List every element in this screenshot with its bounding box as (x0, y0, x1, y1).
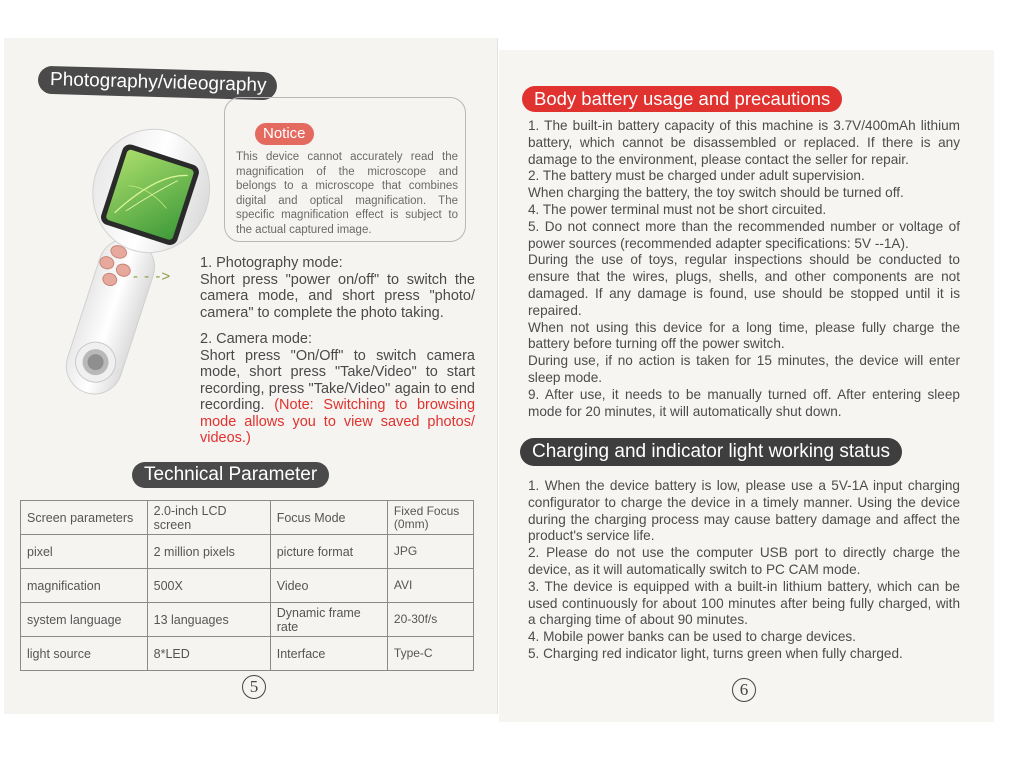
table-cell: light source (21, 637, 148, 671)
table-cell: picture format (270, 535, 387, 569)
paragraph: 2. Please do not use the computer USB port to directly charge the device, as it will automatically switch to PC CAM mode. (528, 545, 960, 577)
table-cell: 2.0-inch LCD screen (147, 501, 270, 535)
paragraph: During use, if no action is taken for 15 minutes, the device will enter sleep mode. (528, 353, 960, 385)
table-cell: Video (270, 569, 387, 603)
microscope-device-illustration (28, 128, 218, 408)
table-cell: Screen parameters (21, 501, 148, 535)
page-number-left (242, 675, 266, 699)
notice-text: This device cannot accurately read the magnification of the microscope and belongs to a microscope that combines digital and optical magnification. The specific magnification effect is subject to the actual captured image. (236, 151, 458, 236)
page-number-right-text: 6 (739, 680, 749, 699)
table-cell: Dynamic frame rate (270, 603, 387, 637)
section-title-technical (132, 462, 329, 488)
table-cell: magnification (21, 569, 148, 603)
table-cell: 2 million pixels (147, 535, 270, 569)
paragraph: 3. The device is equipped with a built-in lithium battery, which can be used continuously for about 100 minutes after being fully charged, with a charging time of about 90 minutes. (528, 578, 960, 628)
paragraph: 5. Do not connect more than the recommended number or voltage of power sources (recommended adapter specifications: 5V --1A). (528, 218, 960, 251)
paragraph: 4. The power terminal must not be short circuited. (528, 201, 827, 217)
table-cell: 20-30f/s (387, 603, 473, 637)
charging-status-text (528, 478, 960, 663)
paragraph: 5. Charging red indicator light, turns green when fully charged. (528, 645, 903, 661)
paragraph: 1. The built-in battery capacity of this machine is 3.7V/400mAh lithium battery, which cannot be disassembled or replaced. If there is any damage to the environment, please contact the seller for repair. (528, 118, 960, 167)
table-row (21, 603, 474, 637)
paragraph: During the use of toys, regular inspections should be conducted to ensure that the wires, plugs, shells, and other components are not damaged. If any damage is found, use should be stopped until it is repaired. (528, 252, 960, 318)
battery-title-text: Body battery usage and precautions (534, 88, 831, 109)
table-row (21, 501, 474, 535)
table-cell: 8*LED (147, 637, 270, 671)
technical-parameter-table (20, 500, 474, 671)
section-title-text: Photography/videography (49, 69, 267, 97)
camera-mode-note: (Note: Switching to browsing mode allows you to view saved photos/ videos.) (200, 397, 476, 446)
notice-label: Notice (263, 125, 306, 142)
photography-mode (200, 255, 475, 321)
camera-mode-text: Short press "On/Off" to switch camera mode, short press "Take/Video" to start recording, press "Take/Video" again to end recording. (200, 347, 475, 413)
table-cell: AVI (387, 569, 473, 603)
table-cell: 13 languages (147, 603, 270, 637)
table-row (21, 569, 474, 603)
charging-title-text: Charging and indicator light working status (532, 441, 891, 462)
table-row (21, 535, 474, 569)
table-cell: Interface (270, 637, 387, 671)
table-cell: pixel (21, 535, 148, 569)
table-cell: JPG (387, 535, 473, 569)
table-cell: system language (21, 603, 148, 637)
page-number-right (732, 678, 756, 702)
battery-precautions-text (528, 118, 960, 420)
table-cell: Type-C (387, 637, 473, 671)
table-cell: Focus Mode (270, 501, 387, 535)
dashed-arrow: - - -> (133, 268, 172, 285)
page-number-left-text: 5 (249, 677, 259, 696)
section-title-battery (522, 86, 842, 112)
table-cell: 500X (147, 569, 270, 603)
paragraph: When charging the battery, the toy switch should be turned off. (528, 185, 904, 201)
paragraph: 4. Mobile power banks can be used to charge devices. (528, 629, 856, 645)
table-cell: Fixed Focus (0mm) (387, 501, 473, 535)
paragraph: When not using this device for a long time, please fully charge the battery before turning off the power switch. (528, 319, 960, 352)
notice-badge (253, 121, 316, 147)
paragraph: 2. The battery must be charged under adult supervision. (528, 168, 865, 184)
camera-mode (200, 331, 475, 447)
paragraph: 1. When the device battery is low, please use a 5V-1A input charging configurator to charge the device in a timely manner. Using the device during the charging process may cause battery damage and affect the product's service life. (528, 478, 960, 544)
table-row (21, 637, 474, 671)
section-title-charging (520, 438, 902, 466)
technical-title-text: Technical Parameter (144, 464, 318, 485)
paragraph: 9. After use, it needs to be manually turned off. After entering sleep mode for 20 minutes, it will automatically shut down. (528, 386, 960, 419)
photography-mode-heading: 1. Photography mode: (200, 255, 343, 271)
camera-mode-heading: 2. Camera mode: (200, 331, 313, 347)
photography-mode-text: Short press "power on/off" to switch the camera mode, and short press "photo/ camera" to complete the photo taking. (200, 271, 475, 321)
